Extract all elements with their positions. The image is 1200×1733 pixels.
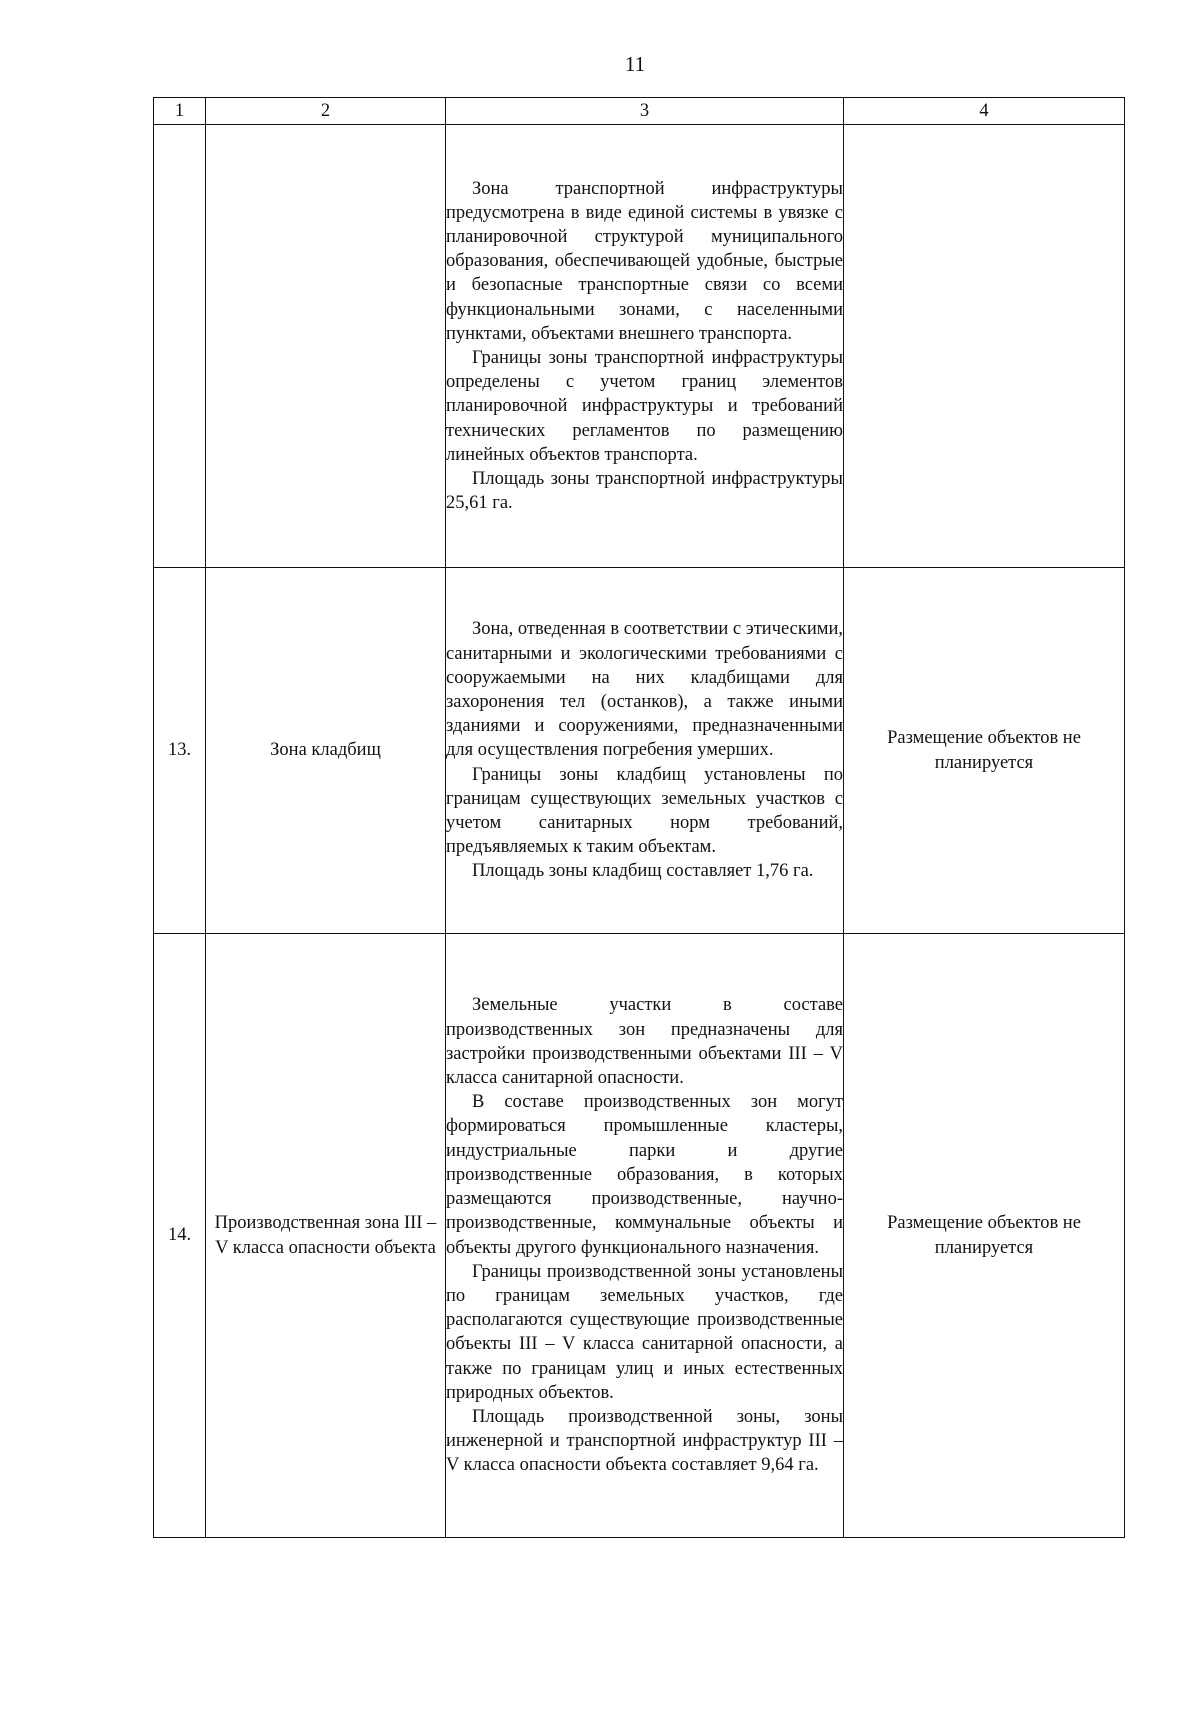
zone-name: Производственная зона III – V класса опасности объекта [206, 934, 446, 1538]
zone-description [446, 125, 844, 568]
planned-objects: Размещение объектов не планируется [844, 934, 1125, 1538]
description-paragraph: Площадь зоны транспортной инфраструктуры 25,61 га. [446, 469, 843, 514]
description-paragraph: Границы зоны кладбищ установлены по границам существующих земельных участков с учетом санитарных норм требований, предъявляемых к таким объектам. [446, 764, 843, 858]
description-paragraph: Площадь производственной зоны, зоны инженерной и транспортной инфраструктур III – V класса опасности объекта составляет 9,64 га. [446, 1406, 843, 1476]
page-number: 11 [624, 52, 646, 76]
table-header-row [154, 98, 1125, 125]
column-header-2: 2 [206, 98, 446, 125]
column-header-1: 1 [154, 98, 206, 125]
zones-table [153, 97, 1125, 1538]
description-paragraph: Зона транспортной инфраструктуры предусмотрена в виде единой системы в увязке с планировочной структурой муниципального образования, обеспечивающей удобные, быстрые и безопасные транспортные связи со всеми функциональными зонами, с населенными пунктами, объектами внешнего транспорта. [446, 178, 843, 344]
table-row [154, 934, 1125, 1538]
column-header-3: 3 [446, 98, 844, 125]
description-paragraph: Границы производственной зоны установлены по границам земельных участков, где располагаются существующие производственные объекты III – V класса санитарной опасности, а также по границам улиц и иных естественных природных объектов. [446, 1261, 843, 1403]
description-paragraph: Зона, отведенная в соответствии с этическими, санитарными и экологическими требованиями с сооружаемыми на них кладбищами для захоронения тел (останков), а также иными зданиями и сооружениями, предназначенными для осуществления погребения умерших. [446, 619, 843, 761]
description-paragraph: Земельные участки в составе производственных зон предназначены для застройки производственными объектами III – V класса санитарной опасности. [446, 995, 843, 1089]
planned-objects [844, 125, 1125, 568]
row-number: 14. [154, 934, 206, 1538]
table-row [154, 568, 1125, 934]
table-row [154, 125, 1125, 568]
zone-description [446, 934, 844, 1538]
zone-name: Зона кладбищ [206, 568, 446, 934]
zone-name [206, 125, 446, 568]
column-header-4: 4 [844, 98, 1125, 125]
row-number [154, 125, 206, 568]
row-number: 13. [154, 568, 206, 934]
planned-objects: Размещение объектов не планируется [844, 568, 1125, 934]
zone-description [446, 568, 844, 934]
description-paragraph: Границы зоны транспортной инфраструктуры определены с учетом границ элементов планировочной инфраструктуры и требований технических регламентов по размещению линейных объектов транспорта. [446, 348, 843, 465]
description-paragraph: Площадь зоны кладбищ составляет 1,76 га. [472, 861, 814, 882]
description-paragraph: В составе производственных зон могут формироваться промышленные кластеры, индустриальные парки и другие производственные образования, в которых размещаются производственные, научно-производственные, коммунальные объекты и объекты другого функционального назначения. [446, 1092, 843, 1258]
